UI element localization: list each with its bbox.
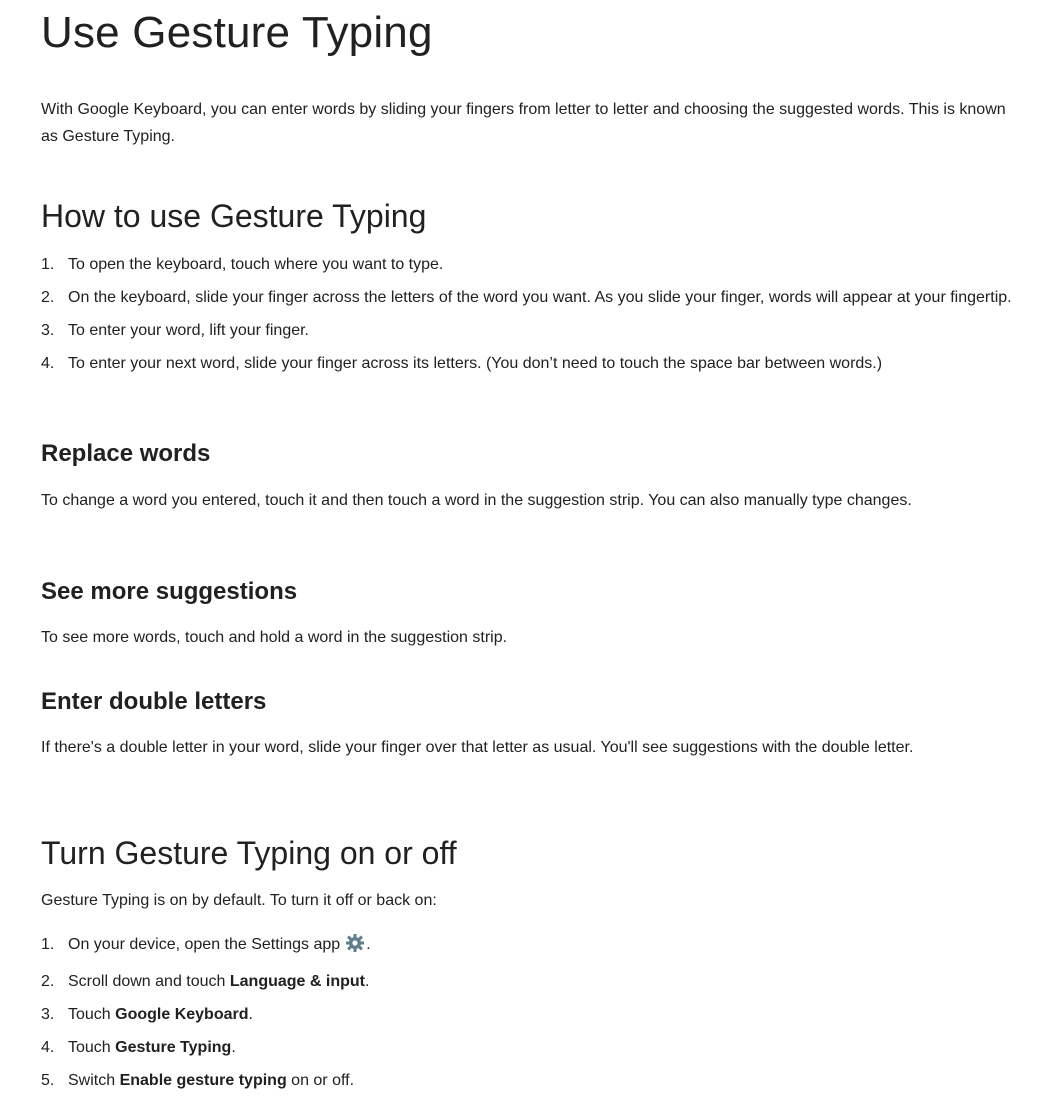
page-title: Use Gesture Typing xyxy=(41,8,433,57)
list-item: 2. Scroll down and touch Language & input. xyxy=(41,973,370,990)
list-item: 2. On the keyboard, slide your finger across the letters of the word you want. As you slide your finger, words will appear at your fingertip. xyxy=(41,289,1012,306)
list-item: 4. To enter your next word, slide your finger across its letters. (You don’t need to touch the space bar between words.) xyxy=(41,355,883,372)
how-to-steps xyxy=(41,251,1021,383)
list-item: 1. To open the keyboard, touch where you want to type. xyxy=(41,256,444,273)
section-heading-double-letters: Enter double letters xyxy=(41,688,267,715)
setting-enable-gesture-typing: Enable gesture typing xyxy=(119,1072,287,1089)
list-item: 4. Touch Gesture Typing. xyxy=(41,1039,236,1056)
settings-gear-icon xyxy=(344,933,366,962)
toggle-steps xyxy=(41,931,1021,1100)
toggle-intro: Gesture Typing is on by default. To turn it off or back on: xyxy=(41,892,437,909)
list-item: 3. Touch Google Keyboard. xyxy=(41,1006,253,1023)
section-heading-how-to: How to use Gesture Typing xyxy=(41,198,427,234)
replace-paragraph: To change a word you entered, touch it and then touch a word in the suggestion strip. You can also manually type changes. xyxy=(41,492,912,509)
menu-path-language-input: Language & input xyxy=(229,973,365,990)
list-item: 5. Switch Enable gesture typing on or off. xyxy=(41,1072,355,1089)
section-heading-replace: Replace words xyxy=(41,440,211,467)
menu-path-google-keyboard: Google Keyboard xyxy=(115,1006,249,1023)
menu-path-gesture-typing: Gesture Typing xyxy=(115,1039,232,1056)
double-letters-paragraph: If there's a double letter in your word, slide your finger over that letter as usual. You'll see suggestions with the double letter. xyxy=(41,739,914,756)
section-heading-more-suggestions: See more suggestions xyxy=(41,578,298,605)
intro-paragraph: With Google Keyboard, you can enter words by sliding your fingers from letter to letter and choosing the suggested words. This is known as Gesture Typing. xyxy=(41,101,1006,145)
more-suggestions-paragraph: To see more words, touch and hold a word in the suggestion strip. xyxy=(41,629,508,646)
list-item: 1. On your device, open the Settings app . xyxy=(41,931,1021,962)
list-item: 3. To enter your word, lift your finger. xyxy=(41,322,309,339)
section-heading-toggle: Turn Gesture Typing on or off xyxy=(41,835,457,871)
